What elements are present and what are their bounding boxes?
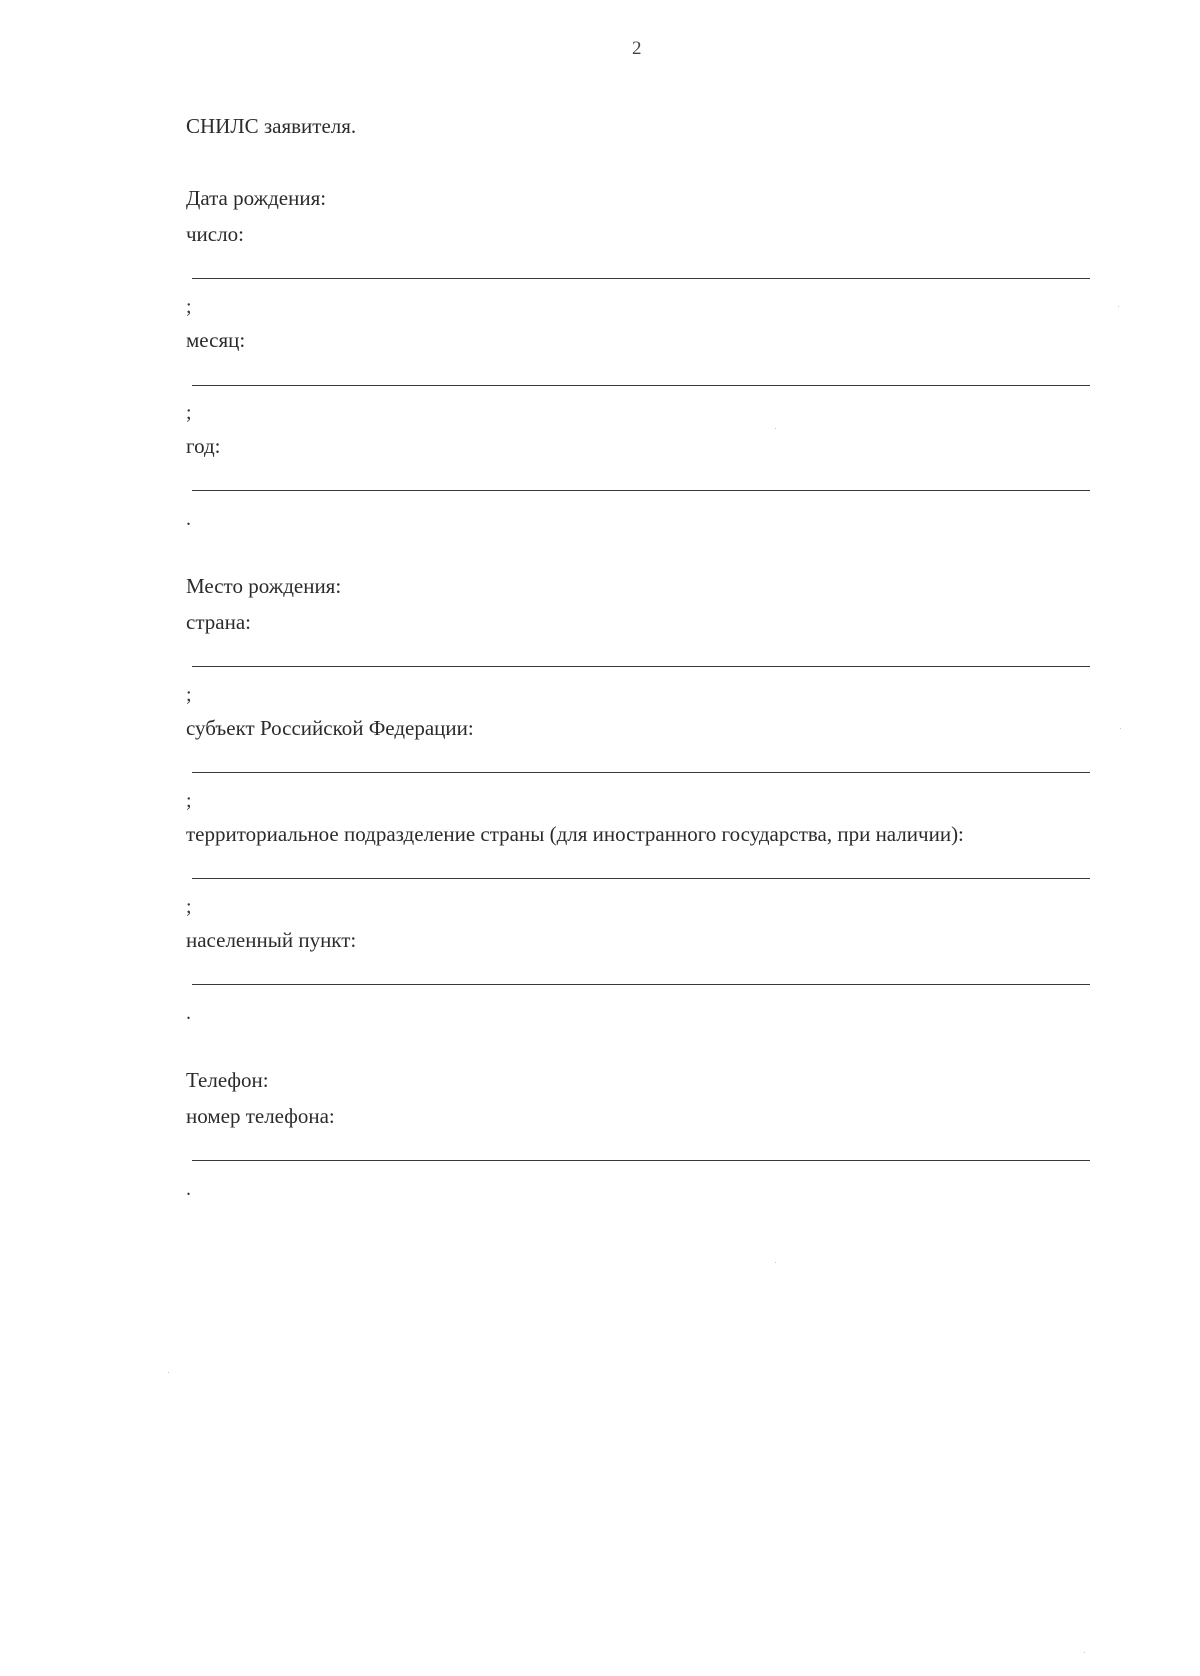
birth-year-label: год: [186,434,221,458]
birth-country-field-line[interactable] [192,666,1090,667]
scan-speck [1118,306,1119,307]
birth-date-heading: Дата рождения: [186,186,327,210]
scan-speck [775,1262,776,1263]
birth-country-terminator: ; [186,684,192,706]
birth-place-heading: Место рождения: [186,574,342,598]
phone-number-terminator: . [186,1178,191,1200]
birth-locality-label: населенный пункт: [186,928,357,952]
birth-country-label: страна: [186,610,251,634]
phone-number-field-line[interactable] [192,1160,1090,1161]
birth-month-label: месяц: [186,328,246,352]
foreign-division-field-line[interactable] [192,878,1090,879]
scan-speck [168,1372,169,1373]
birth-year-field-line[interactable] [192,490,1090,491]
birth-region-terminator: ; [186,790,192,812]
birth-region-field-line[interactable] [192,772,1090,773]
birth-day-label: число: [186,222,244,246]
foreign-division-label: территориальное подразделение страны (для иностранного государства, при наличии): [186,822,964,846]
scan-speck [1120,728,1121,729]
scan-speck [775,428,776,429]
birth-day-field-line[interactable] [192,278,1090,279]
birth-day-terminator: ; [186,296,192,318]
phone-number-label: номер телефона: [186,1104,335,1128]
birth-region-label: субъект Российской Федерации: [186,716,474,740]
page-number: 2 [632,38,642,59]
birth-locality-field-line[interactable] [192,984,1090,985]
birth-locality-terminator: . [186,1002,191,1024]
snils-label: СНИЛС заявителя. [186,114,357,138]
foreign-division-terminator: ; [186,896,192,918]
scan-speck [1084,1652,1085,1653]
birth-month-field-line[interactable] [192,385,1090,386]
birth-year-terminator: . [186,508,191,530]
phone-heading: Телефон: [186,1068,269,1092]
birth-month-terminator: ; [186,402,192,424]
